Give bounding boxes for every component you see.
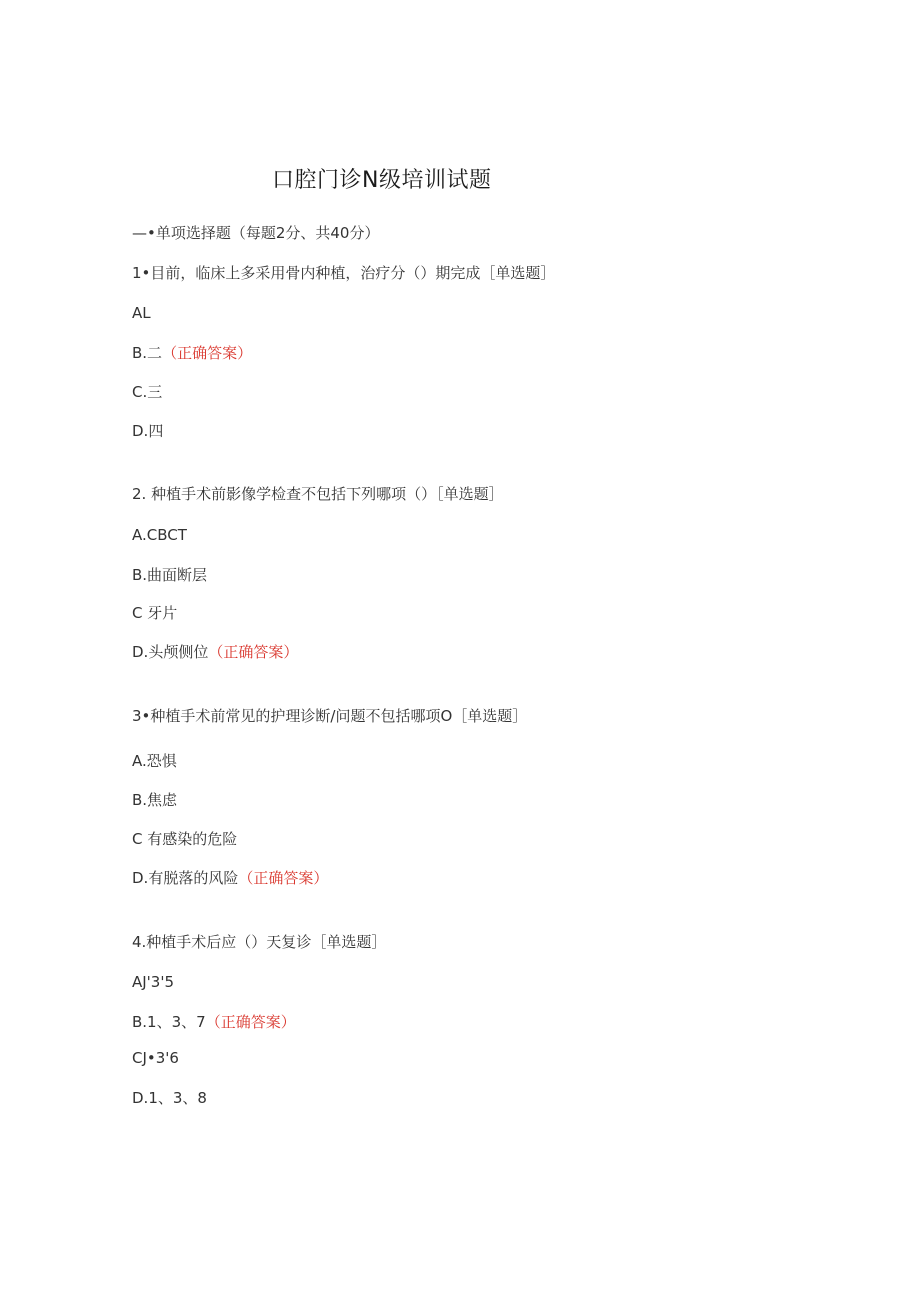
option-label: A.CBCT — [132, 526, 187, 544]
section-heading: —•单项选择题（每题2分、共40分） — [132, 224, 380, 242]
question-3-option-b — [132, 789, 177, 810]
question-3-option-c — [132, 828, 237, 849]
correct-answer-mark: （正确答案） — [238, 869, 329, 887]
question-3-option-d — [132, 867, 328, 888]
question-4-option-a — [132, 973, 174, 991]
option-label: AJ'3'5 — [132, 973, 175, 991]
option-label: B.焦虑 — [132, 791, 178, 809]
option-label: C.三 — [132, 383, 163, 401]
question-1-option-a — [132, 304, 151, 322]
question-4-option-b — [132, 1011, 296, 1032]
question-1-option-c — [132, 381, 162, 402]
question-1-option-d — [132, 420, 163, 441]
question-2-option-a — [132, 526, 187, 544]
document-title: 口腔门诊N级培训试题 — [272, 168, 492, 193]
question-3-option-a — [132, 750, 177, 771]
correct-answer-mark: （正确答案） — [205, 1013, 296, 1031]
option-label: D.四 — [132, 422, 164, 440]
option-label: B.曲面断层 — [132, 566, 208, 584]
option-label: D.有脱落的风险 — [132, 869, 239, 887]
question-2-option-b — [132, 564, 207, 585]
option-label: C 牙片 — [132, 604, 178, 622]
option-label: D.头颅侧位 — [132, 643, 209, 661]
option-label: C 有感染的危险 — [132, 830, 238, 848]
option-label: B.二 — [132, 344, 163, 362]
correct-answer-mark: （正确答案） — [162, 344, 253, 362]
option-label: A.恐惧 — [132, 752, 177, 770]
question-4-option-c — [132, 1049, 179, 1067]
option-label: CJ•3'6 — [132, 1049, 179, 1067]
option-label: B.1、3、7 — [132, 1013, 206, 1031]
question-2-option-d — [132, 641, 298, 662]
correct-answer-mark: （正确答案） — [208, 643, 299, 661]
question-1-text: 1•目前，临床上多采用骨内种植，治疗分（）期完成［单选题］ — [132, 264, 556, 282]
option-label: AL — [132, 304, 151, 322]
question-3-text: 3•种植手术前常见的护理诊断/问题不包括哪项O［单选题］ — [132, 707, 528, 725]
question-1-option-b — [132, 342, 252, 363]
question-4-option-d — [132, 1087, 207, 1108]
question-4-text: 4.种植手术后应（）天复诊［单选题］ — [132, 933, 387, 951]
question-2-text: 2. 种植手术前影像学检查不包括下列哪项（）［单选题］ — [132, 485, 504, 503]
question-2-option-c — [132, 602, 177, 623]
option-label: D.1、3、8 — [132, 1089, 207, 1107]
